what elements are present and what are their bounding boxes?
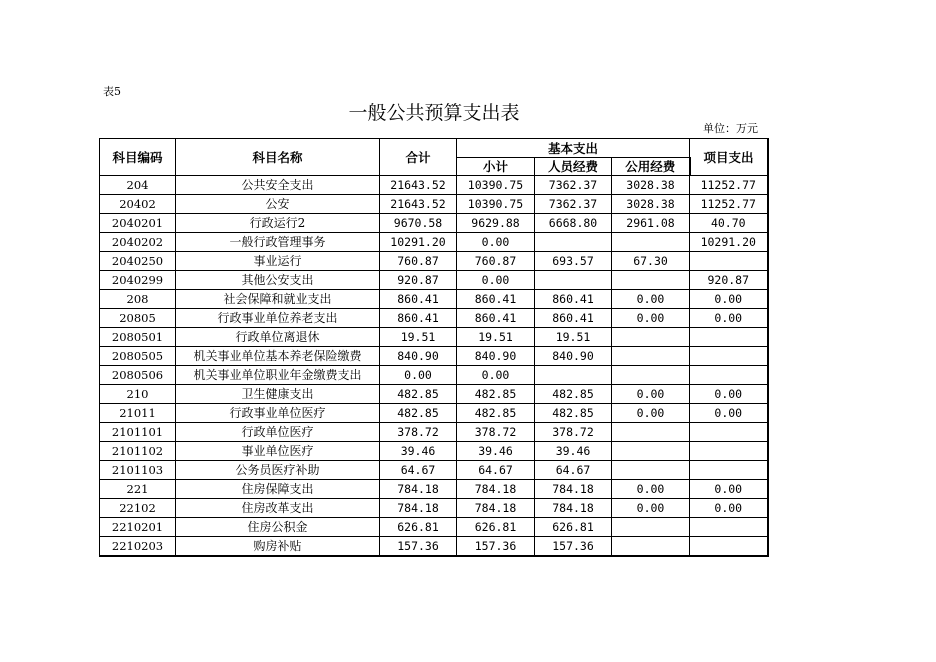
- cell-project: [690, 366, 768, 385]
- cell-name: 一般行政管理事务: [176, 233, 380, 252]
- cell-project: 10291.20: [690, 233, 768, 252]
- cell-public: [612, 328, 690, 347]
- cell-subtotal: 10390.75: [457, 176, 535, 195]
- cell-personnel: 378.72: [535, 423, 612, 442]
- cell-subtotal: 626.81: [457, 518, 535, 537]
- page-title: 一般公共预算支出表: [348, 102, 520, 124]
- cell-name: 购房补贴: [176, 537, 380, 557]
- table-row: [100, 499, 768, 518]
- cell-personnel: [535, 233, 612, 252]
- cell-code: 2040202: [100, 233, 176, 252]
- cell-project: 11252.77: [690, 195, 768, 214]
- cell-project: 0.00: [690, 385, 768, 404]
- cell-total: 840.90: [380, 347, 457, 366]
- table-row: [100, 518, 768, 537]
- cell-personnel: 7362.37: [535, 176, 612, 195]
- table-body: [100, 176, 768, 557]
- cell-name: 公共安全支出: [176, 176, 380, 195]
- cell-code: 2080506: [100, 366, 176, 385]
- cell-project: [690, 347, 768, 366]
- table-row: [100, 366, 768, 385]
- cell-code: 208: [100, 290, 176, 309]
- cell-total: 482.85: [380, 385, 457, 404]
- header-basic: 基本支出: [457, 139, 690, 158]
- cell-total: 21643.52: [380, 176, 457, 195]
- cell-personnel: 6668.80: [535, 214, 612, 233]
- cell-personnel: 840.90: [535, 347, 612, 366]
- cell-total: 0.00: [380, 366, 457, 385]
- cell-subtotal: 0.00: [457, 366, 535, 385]
- table-row: [100, 461, 768, 480]
- cell-personnel: 19.51: [535, 328, 612, 347]
- cell-name: 行政运行2: [176, 214, 380, 233]
- header-code: 科目编码: [100, 139, 176, 176]
- cell-subtotal: 482.85: [457, 404, 535, 423]
- cell-personnel: 784.18: [535, 499, 612, 518]
- cell-personnel: 64.67: [535, 461, 612, 480]
- unit-label: 单位：万元: [703, 122, 758, 135]
- table-row: [100, 233, 768, 252]
- cell-name: 住房保障支出: [176, 480, 380, 499]
- table-row: [100, 271, 768, 290]
- cell-public: 2961.08: [612, 214, 690, 233]
- cell-subtotal: 10390.75: [457, 195, 535, 214]
- cell-project: 11252.77: [690, 176, 768, 195]
- cell-name: 住房改革支出: [176, 499, 380, 518]
- cell-name: 其他公安支出: [176, 271, 380, 290]
- cell-personnel: [535, 271, 612, 290]
- cell-code: 22102: [100, 499, 176, 518]
- cell-subtotal: 784.18: [457, 499, 535, 518]
- budget-table: [99, 138, 769, 557]
- cell-project: [690, 518, 768, 537]
- cell-project: 0.00: [690, 309, 768, 328]
- cell-total: 482.85: [380, 404, 457, 423]
- cell-public: [612, 537, 690, 557]
- cell-public: 0.00: [612, 309, 690, 328]
- cell-subtotal: 378.72: [457, 423, 535, 442]
- table-row: [100, 195, 768, 214]
- cell-code: 21011: [100, 404, 176, 423]
- cell-name: 社会保障和就业支出: [176, 290, 380, 309]
- cell-total: 760.87: [380, 252, 457, 271]
- cell-public: 0.00: [612, 290, 690, 309]
- cell-public: 0.00: [612, 499, 690, 518]
- cell-total: 784.18: [380, 499, 457, 518]
- cell-subtotal: 482.85: [457, 385, 535, 404]
- cell-name: 事业运行: [176, 252, 380, 271]
- table-row: [100, 404, 768, 423]
- cell-total: 157.36: [380, 537, 457, 557]
- cell-public: [612, 271, 690, 290]
- cell-subtotal: 860.41: [457, 290, 535, 309]
- header-total: 合计: [380, 139, 457, 176]
- cell-total: 378.72: [380, 423, 457, 442]
- cell-subtotal: 9629.88: [457, 214, 535, 233]
- cell-project: [690, 461, 768, 480]
- table-row: [100, 442, 768, 461]
- cell-personnel: 482.85: [535, 404, 612, 423]
- cell-project: 920.87: [690, 271, 768, 290]
- cell-subtotal: 860.41: [457, 309, 535, 328]
- table-header: [100, 139, 768, 176]
- cell-code: 204: [100, 176, 176, 195]
- table-row: [100, 290, 768, 309]
- cell-subtotal: 840.90: [457, 347, 535, 366]
- cell-project: [690, 537, 768, 557]
- cell-subtotal: 0.00: [457, 271, 535, 290]
- cell-code: 210: [100, 385, 176, 404]
- cell-personnel: 482.85: [535, 385, 612, 404]
- cell-total: 860.41: [380, 309, 457, 328]
- cell-personnel: 626.81: [535, 518, 612, 537]
- cell-public: 0.00: [612, 404, 690, 423]
- cell-subtotal: 39.46: [457, 442, 535, 461]
- cell-subtotal: 784.18: [457, 480, 535, 499]
- cell-public: [612, 233, 690, 252]
- cell-personnel: 693.57: [535, 252, 612, 271]
- cell-public: 67.30: [612, 252, 690, 271]
- cell-public: [612, 366, 690, 385]
- cell-name: 行政事业单位医疗: [176, 404, 380, 423]
- cell-personnel: 7362.37: [535, 195, 612, 214]
- cell-personnel: 860.41: [535, 309, 612, 328]
- cell-name: 机关事业单位基本养老保险缴费: [176, 347, 380, 366]
- header-public: 公用经费: [612, 158, 690, 176]
- cell-total: 10291.20: [380, 233, 457, 252]
- table-row: [100, 423, 768, 442]
- cell-total: 19.51: [380, 328, 457, 347]
- cell-code: 221: [100, 480, 176, 499]
- cell-subtotal: 0.00: [457, 233, 535, 252]
- cell-public: 3028.38: [612, 176, 690, 195]
- cell-code: 20402: [100, 195, 176, 214]
- cell-code: 2210203: [100, 537, 176, 557]
- cell-name: 行政单位医疗: [176, 423, 380, 442]
- table-row: [100, 328, 768, 347]
- cell-public: [612, 518, 690, 537]
- cell-name: 公安: [176, 195, 380, 214]
- cell-public: 0.00: [612, 480, 690, 499]
- cell-total: 920.87: [380, 271, 457, 290]
- cell-public: 0.00: [612, 385, 690, 404]
- table-row: [100, 537, 768, 557]
- cell-project: [690, 252, 768, 271]
- cell-public: 3028.38: [612, 195, 690, 214]
- cell-project: [690, 423, 768, 442]
- table-row: [100, 347, 768, 366]
- cell-code: 2080505: [100, 347, 176, 366]
- cell-total: 860.41: [380, 290, 457, 309]
- cell-name: 行政单位离退休: [176, 328, 380, 347]
- table-row: [100, 176, 768, 195]
- cell-total: 784.18: [380, 480, 457, 499]
- cell-project: 40.70: [690, 214, 768, 233]
- table-row: [100, 214, 768, 233]
- cell-project: [690, 328, 768, 347]
- cell-total: 39.46: [380, 442, 457, 461]
- header-project: 项目支出: [690, 139, 768, 176]
- cell-total: 626.81: [380, 518, 457, 537]
- cell-subtotal: 760.87: [457, 252, 535, 271]
- cell-subtotal: 19.51: [457, 328, 535, 347]
- cell-project: 0.00: [690, 480, 768, 499]
- cell-personnel: 784.18: [535, 480, 612, 499]
- cell-code: 2040299: [100, 271, 176, 290]
- cell-personnel: 157.36: [535, 537, 612, 557]
- cell-code: 2040250: [100, 252, 176, 271]
- table-row: [100, 385, 768, 404]
- cell-project: 0.00: [690, 499, 768, 518]
- cell-public: [612, 461, 690, 480]
- table-row: [100, 309, 768, 328]
- header-name: 科目名称: [176, 139, 380, 176]
- table-row: [100, 252, 768, 271]
- cell-public: [612, 347, 690, 366]
- cell-personnel: 39.46: [535, 442, 612, 461]
- cell-code: 2210201: [100, 518, 176, 537]
- header-subtotal: 小计: [457, 158, 535, 176]
- cell-code: 20805: [100, 309, 176, 328]
- cell-personnel: [535, 366, 612, 385]
- header-personnel: 人员经费: [535, 158, 612, 176]
- cell-code: 2080501: [100, 328, 176, 347]
- cell-subtotal: 64.67: [457, 461, 535, 480]
- cell-project: 0.00: [690, 404, 768, 423]
- cell-code: 2101102: [100, 442, 176, 461]
- cell-code: 2101103: [100, 461, 176, 480]
- cell-name: 机关事业单位职业年金缴费支出: [176, 366, 380, 385]
- cell-public: [612, 442, 690, 461]
- cell-name: 卫生健康支出: [176, 385, 380, 404]
- cell-total: 64.67: [380, 461, 457, 480]
- cell-project: [690, 442, 768, 461]
- cell-personnel: 860.41: [535, 290, 612, 309]
- cell-name: 公务员医疗补助: [176, 461, 380, 480]
- table-row: [100, 480, 768, 499]
- cell-name: 行政事业单位养老支出: [176, 309, 380, 328]
- cell-project: 0.00: [690, 290, 768, 309]
- table-number-label: 表5: [103, 85, 121, 98]
- cell-total: 9670.58: [380, 214, 457, 233]
- cell-public: [612, 423, 690, 442]
- cell-subtotal: 157.36: [457, 537, 535, 557]
- cell-total: 21643.52: [380, 195, 457, 214]
- cell-name: 事业单位医疗: [176, 442, 380, 461]
- cell-name: 住房公积金: [176, 518, 380, 537]
- cell-code: 2040201: [100, 214, 176, 233]
- cell-code: 2101101: [100, 423, 176, 442]
